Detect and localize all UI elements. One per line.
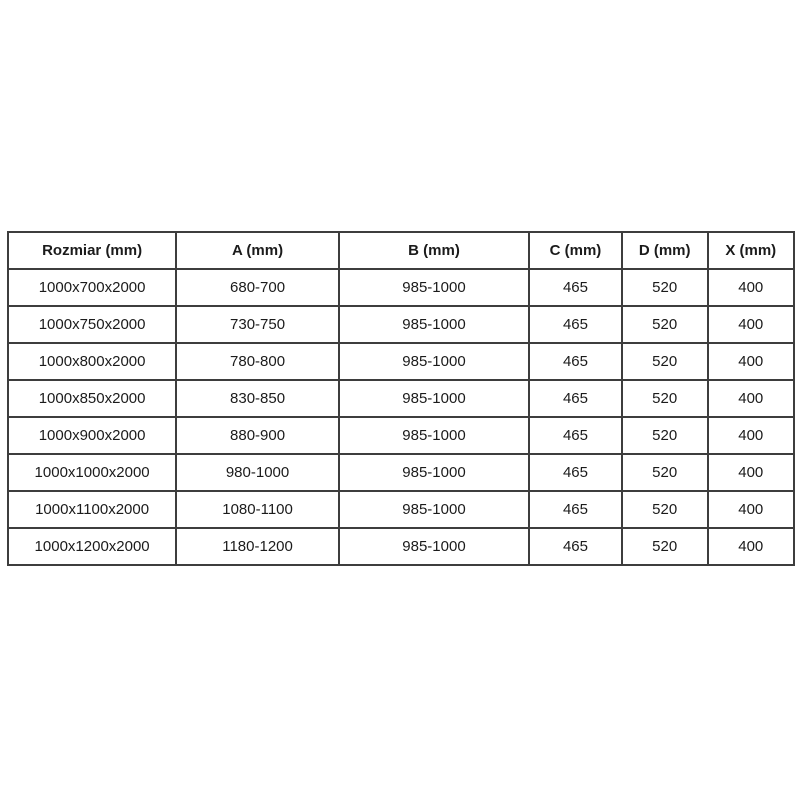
table-cell: 1000x700x2000 <box>8 269 176 306</box>
table-cell: 985-1000 <box>339 380 529 417</box>
dimensions-table-container <box>7 231 795 566</box>
table-cell: 730-750 <box>176 306 339 343</box>
table-row <box>8 454 794 491</box>
table-cell: 985-1000 <box>339 343 529 380</box>
table-cell: 520 <box>622 417 708 454</box>
table-cell: 1000x800x2000 <box>8 343 176 380</box>
table-cell: 400 <box>708 417 795 454</box>
table-cell: 465 <box>529 380 622 417</box>
column-header: B (mm) <box>339 232 529 269</box>
table-cell: 465 <box>529 343 622 380</box>
table-cell: 520 <box>622 528 708 565</box>
table-cell: 400 <box>708 454 795 491</box>
table-cell: 780-800 <box>176 343 339 380</box>
dimensions-table <box>7 231 795 566</box>
column-header: Rozmiar (mm) <box>8 232 176 269</box>
column-header: X (mm) <box>708 232 795 269</box>
table-cell: 400 <box>708 269 795 306</box>
table-cell: 520 <box>622 269 708 306</box>
table-cell: 465 <box>529 491 622 528</box>
table-cell: 400 <box>708 343 795 380</box>
table-cell: 830-850 <box>176 380 339 417</box>
table-body <box>8 269 794 565</box>
table-cell: 880-900 <box>176 417 339 454</box>
column-header: D (mm) <box>622 232 708 269</box>
table-cell: 1000x850x2000 <box>8 380 176 417</box>
table-cell: 1000x1100x2000 <box>8 491 176 528</box>
table-cell: 520 <box>622 454 708 491</box>
table-cell: 400 <box>708 306 795 343</box>
table-cell: 1000x750x2000 <box>8 306 176 343</box>
table-cell: 980-1000 <box>176 454 339 491</box>
table-cell: 1000x900x2000 <box>8 417 176 454</box>
table-cell: 400 <box>708 380 795 417</box>
table-cell: 520 <box>622 380 708 417</box>
table-cell: 680-700 <box>176 269 339 306</box>
table-cell: 1000x1200x2000 <box>8 528 176 565</box>
table-cell: 465 <box>529 417 622 454</box>
table-row <box>8 417 794 454</box>
table-cell: 465 <box>529 269 622 306</box>
table-cell: 465 <box>529 454 622 491</box>
table-cell: 985-1000 <box>339 269 529 306</box>
table-cell: 985-1000 <box>339 491 529 528</box>
table-row <box>8 343 794 380</box>
table-cell: 985-1000 <box>339 417 529 454</box>
table-cell: 1000x1000x2000 <box>8 454 176 491</box>
table-row <box>8 528 794 565</box>
column-header: A (mm) <box>176 232 339 269</box>
table-row <box>8 491 794 528</box>
table-cell: 520 <box>622 306 708 343</box>
column-header: C (mm) <box>529 232 622 269</box>
table-cell: 465 <box>529 528 622 565</box>
table-cell: 1080-1100 <box>176 491 339 528</box>
table-cell: 1180-1200 <box>176 528 339 565</box>
table-cell: 985-1000 <box>339 528 529 565</box>
table-cell: 985-1000 <box>339 454 529 491</box>
table-row <box>8 269 794 306</box>
table-cell: 520 <box>622 491 708 528</box>
table-row <box>8 306 794 343</box>
table-cell: 400 <box>708 491 795 528</box>
header-row <box>8 232 794 269</box>
table-cell: 520 <box>622 343 708 380</box>
table-cell: 465 <box>529 306 622 343</box>
table-row <box>8 380 794 417</box>
table-cell: 985-1000 <box>339 306 529 343</box>
table-cell: 400 <box>708 528 795 565</box>
